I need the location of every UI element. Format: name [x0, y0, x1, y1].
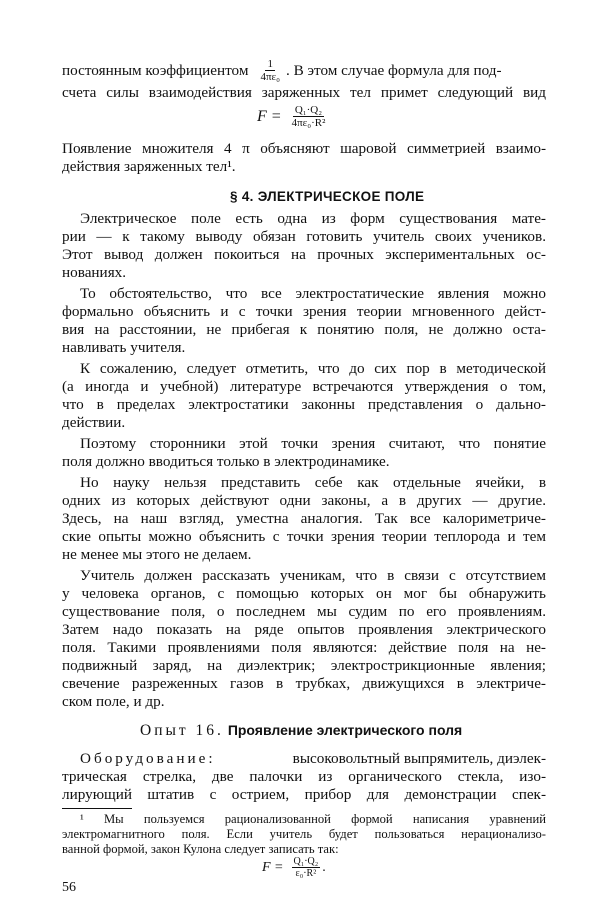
experiment-label: Опыт 16.: [140, 722, 224, 739]
footnote-formula-lhs: F =: [262, 859, 284, 875]
coulomb-formula: [257, 104, 329, 129]
para2-line: вия на расстоянии, не прибегая к понятию поля, не должно оста-: [62, 321, 546, 338]
para1-line: Этот вывод должен покоиться на прочных экспериментальных ос-: [62, 246, 546, 263]
para2-line: формально объяснить и с точки зрения теории мгновенного дейст-: [62, 303, 546, 320]
para5-line: не менее мы этого не делаем.: [62, 546, 252, 563]
equipment-label: Оборудование:: [80, 750, 216, 767]
footnote-formula-denominator: ε₀·R²: [295, 868, 317, 879]
equipment-line: трическая стрелка, две палочки из органического стекла, изо-: [62, 768, 546, 785]
intro-line-1a: постоянным коэффициентом: [62, 61, 249, 79]
experiment-title: [140, 722, 462, 740]
para1-line: нованиях.: [62, 264, 127, 281]
intro-line-2: счета силы взаимодействия заряженных тел примет следующий вид: [62, 84, 546, 101]
equipment-line-1: [80, 750, 546, 768]
para6-line: поля. Такими проявлениями поля являются: действие поля на не-: [62, 639, 546, 656]
para6-line: Затем надо показать на ряде опытов проявления электрического: [62, 621, 546, 638]
footnote-formula-numerator: Q₁·Q₂: [293, 856, 319, 867]
para3-line: действии.: [62, 414, 126, 431]
intro-line-1b: . В этом случае формула для под-: [285, 61, 502, 79]
page-number: 56: [62, 880, 76, 895]
para4-line: Поэтому сторонники этой точки зрения считают, что понятие: [80, 435, 546, 452]
formula-fraction: [290, 104, 328, 129]
formula-denominator: 4πε₀·R²: [291, 117, 326, 129]
experiment-name: Проявление электрического поля: [227, 722, 463, 738]
formula-numerator: Q₁·Q₂: [294, 104, 323, 116]
equipment-text: высоковольтный выпрямитель, диэлек-: [292, 750, 546, 767]
fraction-numerator: 1: [267, 58, 273, 70]
para1-line: Электрическое поле есть одна из форм существования мате-: [80, 210, 546, 227]
para6-line: свечение разреженных газов в трубках, движущихся в электриче-: [62, 675, 546, 692]
para1-line: рии — к такому выводу обязан готовить учитель своих учеников.: [62, 228, 546, 245]
footnote-formula: [262, 856, 326, 879]
equipment-line: лирующий штатив с острием, прибор для демонстрации спек-: [62, 786, 546, 803]
para4-line: поля должно вводиться только в электродинамике.: [62, 453, 390, 470]
intro-line-1: [62, 58, 546, 83]
para3-line: что в пределах электростатики законны представления о дально-: [62, 396, 546, 413]
para6-line: ском поле, и др.: [62, 693, 165, 710]
para6-line: у человека органов, с помощью которых он мог бы обнаружить: [62, 585, 546, 602]
footnote-rule: [62, 808, 132, 809]
footnote-formula-tail: .: [322, 859, 326, 875]
footnote-line: электромагнитного поля. Если учитель будет пользоваться нерационализо-: [62, 827, 546, 841]
para6-line: существование поля, о последнем мы судим по его проявлениям.: [62, 603, 546, 620]
footnote-line: ¹ Мы пользуемся рационализованной формой написания уравнений: [80, 812, 546, 826]
constant-fraction: [258, 58, 282, 83]
section-heading: § 4. ЭЛЕКТРИЧЕСКОЕ ПОЛЕ: [230, 189, 425, 204]
fraction-denominator: 4πε₀: [260, 71, 280, 83]
para5-line: Здесь, на наш взгляд, уместна аналогия. Так все калориметриче-: [62, 510, 546, 527]
footnote-formula-fraction: [292, 856, 321, 879]
para3-line: (а иногда и учебной) литературе встречаются утверждения о том,: [62, 378, 546, 395]
footnote-line: ванной формой, закон Кулона следует записать так:: [62, 842, 339, 856]
para5-line: одних из которых действуют одни законы, а в других — другие.: [62, 492, 546, 509]
para2-line: навливать учителя.: [62, 339, 186, 356]
formula-lhs: F =: [257, 107, 282, 125]
intro-line-3: Появление множителя 4 π объясняют шаровой симметрией взаимо-: [62, 140, 546, 157]
para5-line: ские опыты можно объяснить с точки зрения теории теплорода и тем: [62, 528, 546, 545]
para6-line: Учитель должен рассказать ученикам, что в связи с отсутствием: [80, 567, 546, 584]
para2-line: То обстоятельство, что все электростатические явления можно: [80, 285, 546, 302]
intro-line-4: действия заряженных тел¹.: [62, 158, 236, 175]
para5-line: Но науку нельзя представить себе как отдельные ячейки, в: [80, 474, 546, 491]
para6-line: подвижный заряд, на диэлектрик; электрострикционные явления;: [62, 657, 546, 674]
para3-line: К сожалению, следует отметить, что до сих пор в методической: [80, 360, 546, 377]
